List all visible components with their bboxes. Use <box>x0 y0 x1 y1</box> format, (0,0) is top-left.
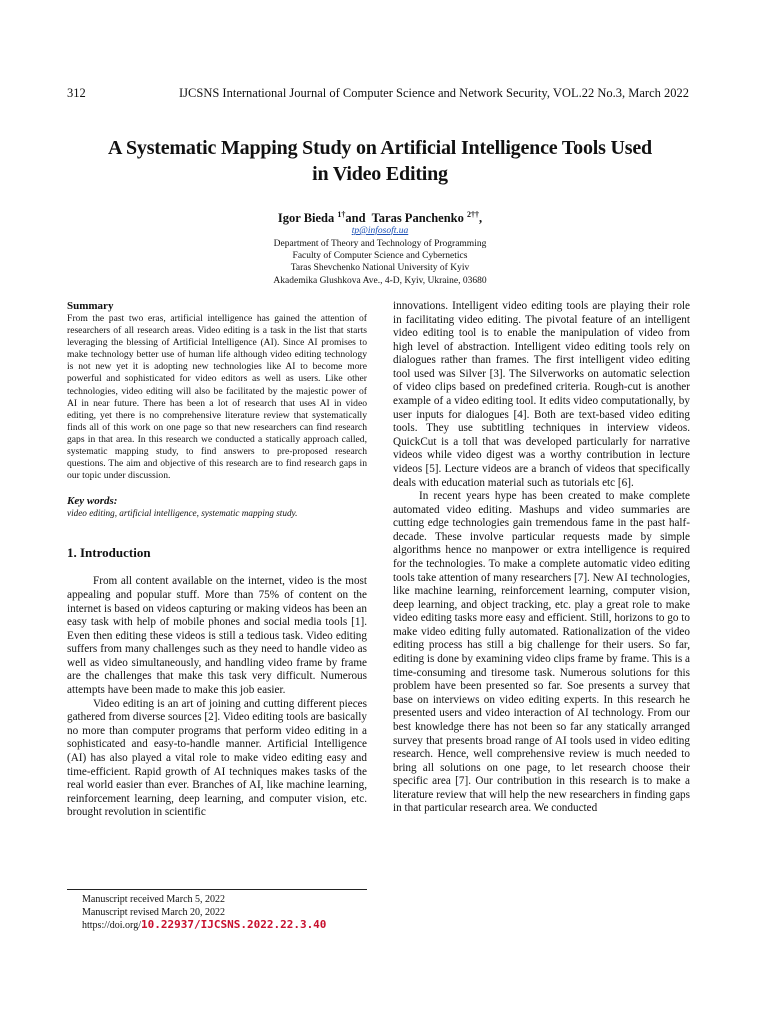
summary-text: From the past two eras, artificial intelligence has gained the attention of researchers of all research areas. Video editing is a task in the list that starts leveraging the blessing of Artificial Intelligence (AI). Since AI promises to make technology better use of human life although video editing technology is not new yet it is adopting new technologies like AI to become more powerful and sophisticated for video editors as well as users. Like other technologies, video editing will also be facilitated by the majestic power of AI in near future. There has been a lot of research that uses AI in video editing, yet there is no comprehensive literature review that systematically finds all of this work on one page so that new researchers can find research gaps in that area. In this research we conducted a statically approach called, systematic mapping study, to find answers to pre-proposed research questions. The aim and objective of this research are to find research gaps in our topic under discussion. <box>67 313 367 482</box>
footnotes <box>82 894 326 933</box>
right-paragraph-2: In recent years hype has been created to make complete automated video editing. Mashups and video summaries are cutting edge technologies gain tremendous fame in the past half-decade. These involve particular requests made by simple algorithms hence no manpower or extra intelligence is required for the technologies. To make a complete automatic video editing tools take attention of many researchers [7]. New AI technologies, like machine learning, reinforcement learning, computer vision, deep learning, and object tracking, etc. play a great role to make video editing tasks more easy and efficient. Still, horizons to go to make video editing fully automated. Rationalization of the video editing process has still a big challenge for their users. So far, editing is done by examining video clips frame by frame. This is a time-consuming and tiresome task. Numerous solutions for this problem have been presented so far. Soe presents a survey that base on interviews on video editing experts. In this research he presented users and video interaction of AI technology. From our best knowledge there has not been so far any statically arranged survey that presents broad range of AI tools used in video editing research. Hence, well comprehensive review is much needed to bring all solutions on one page, to let research choose their specific area [7]. Our contribution in this research is to make a literature review that will help the new researchers in finding gaps in that particular research area. We conducted <box>393 490 690 815</box>
journal-name: IJCSNS International Journal of Computer Science and Network Security, VOL.22 No.3, March 2022 <box>179 86 689 100</box>
author-2-marker: 2†† <box>466 210 479 219</box>
doi-link[interactable]: 10.22937/IJCSNS.2022.22.3.40 <box>141 918 327 931</box>
right-paragraph-1: innovations. Intelligent video editing tools are playing their role in facilitating video editing. The pivotal feature of an intelligent video editing tool is to enable the manipulation of video from high level of abstraction. Intelligent video editing tools rely on dialogues rather than frames. The first intelligent video editing tool used was Silver [3]. The Silverworks on automatic selection of video clips based on predefined criteria. Rough-cut is another example of a video editing tool. It edits video computationally, by user inputs for dialogues [4]. Both are text-based video editing tools. They use subtitling techniques in interview videos. QuickCut is a toll that was developed particularly for narrative videos while video digest was a worthy contribution in lecture videos [5]. Lecture videos are a branch of videos that specifically deals with education material such as tutorials etc [6]. <box>393 300 690 489</box>
paper-title <box>60 135 700 187</box>
footnote-rule <box>67 889 367 890</box>
affiliation <box>60 238 700 287</box>
author-1-marker: 1† <box>337 210 346 219</box>
author-2: Taras Panchenko <box>371 211 464 226</box>
doi-prefix: https://doi.org/ <box>82 920 141 931</box>
summary-heading: Summary <box>67 300 114 312</box>
introduction-heading: 1. Introduction <box>67 545 151 561</box>
author-email-link[interactable]: tp@infosoft.ua <box>351 226 409 236</box>
author-trailing: , <box>478 211 483 226</box>
keywords-heading: Key words: <box>67 495 118 508</box>
left-column <box>67 300 367 820</box>
page-number: 312 <box>67 86 86 100</box>
manuscript-received: Manuscript received March 5, 2022 <box>82 894 226 905</box>
title-line-1: A Systematic Mapping Study on Artificial Intelligence Tools Used <box>108 137 652 159</box>
doi-line <box>82 919 326 933</box>
author-list <box>60 210 700 226</box>
affiliation-line: Faculty of Computer Science and Cybernetics <box>292 251 468 262</box>
affiliation-line: Akademika Glushkova Ave., 4-D, Kyiv, Ukraine, 03680 <box>273 275 487 286</box>
title-line-2: in Video Editing <box>312 163 448 185</box>
manuscript-revised: Manuscript revised March 20, 2022 <box>82 906 226 918</box>
intro-paragraph-1: From all content available on the internet, video is the most appealing and popular stuff. More than 75% of content on the internet is based on videos capturing or making videos has been an easy task with help of mobile phones and social media tools [1]. Even then editing these videos is still a tedious task. Video editing suffers from many challenges such as they need to handle video as well as video simultaneously, and handling video frame by frame are the challenges that make this task very difficult. Numerous attempts have been made to make this job easier. <box>67 575 367 697</box>
right-column <box>393 300 690 816</box>
affiliation-line: Taras Shevchenko National University of Kyiv <box>290 263 470 274</box>
keywords-text: video editing, artificial intelligence, systematic mapping study. <box>67 508 298 519</box>
intro-paragraph-2: Video editing is an art of joining and cutting different pieces gathered from diverse sources [2]. Video editing tools are basically no more than computer programs that perform video editing in a sophisticated and easy-to-handle manner. Artificial Intelligence (AI) has also played a vital role to make video editing easy and time-efficient. Rapid growth of AI techniques makes tasks of the real world easier than ever. Branches of AI, like machine learning, reinforcement learning, deep learning, and computer vision, etc. brought revolution in scientific <box>67 697 367 819</box>
author-1: Igor Bieda <box>277 211 335 226</box>
author-connector: and <box>345 211 366 226</box>
affiliation-line: Department of Theory and Technology of Programming <box>273 239 487 249</box>
